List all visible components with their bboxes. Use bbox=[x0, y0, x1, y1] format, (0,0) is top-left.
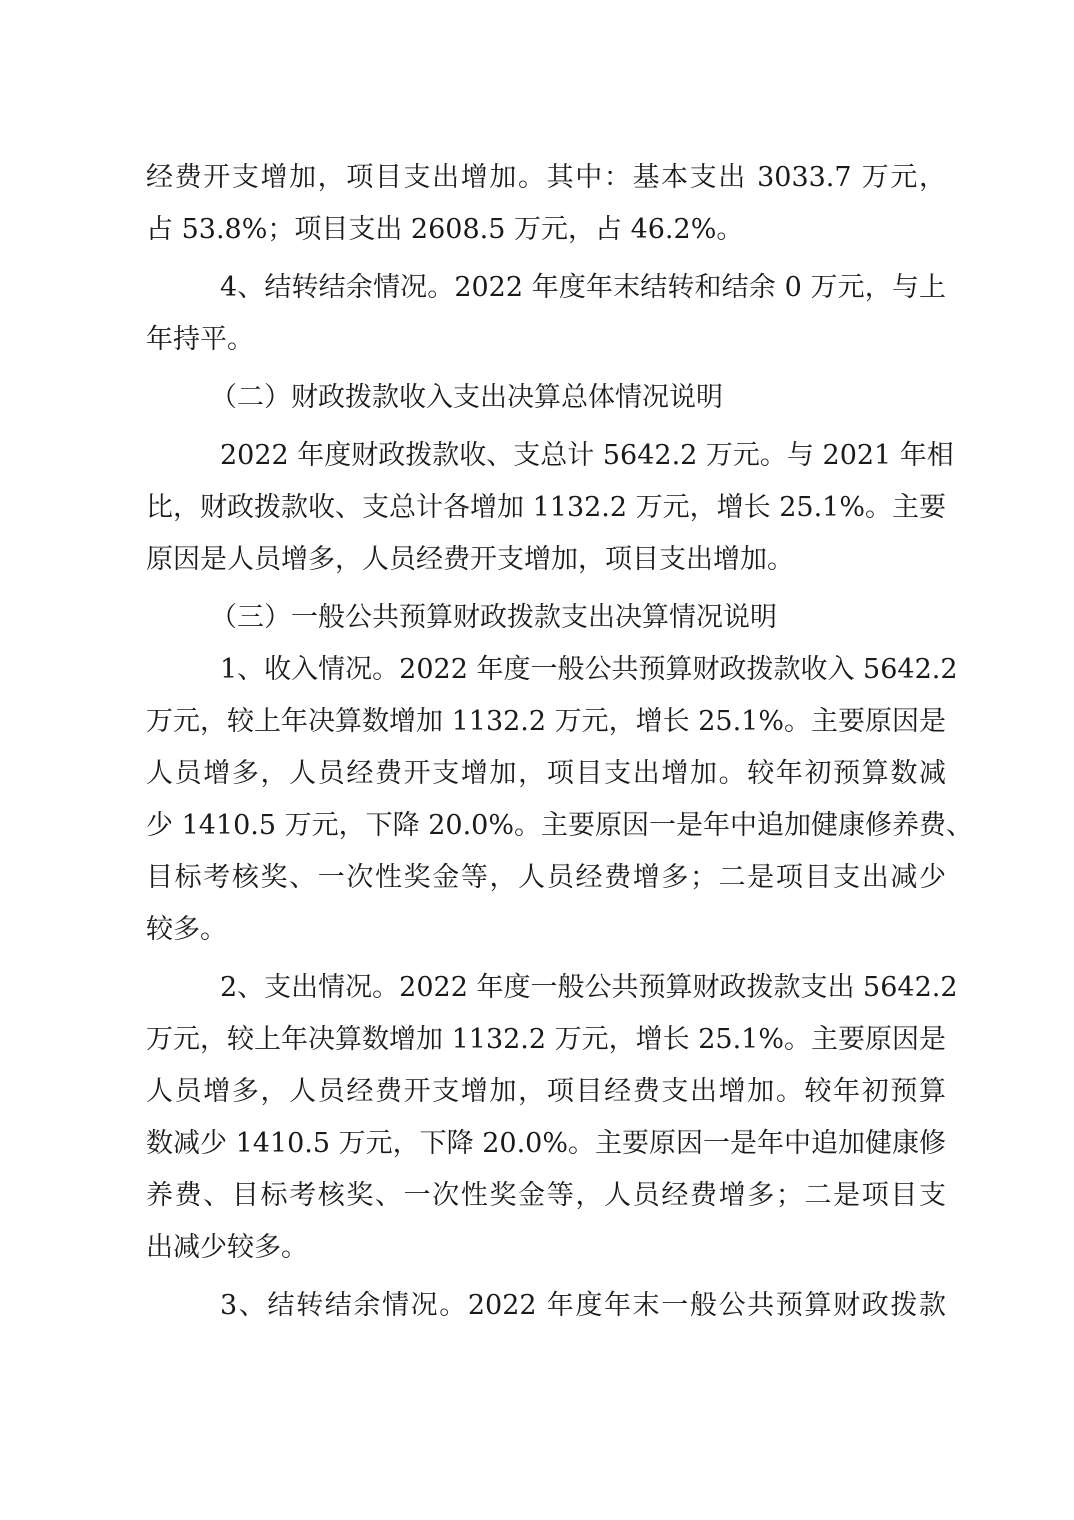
text-line: 人员增多，人员经费开支增加，项目经费支出增加。较年初预算 bbox=[146, 1076, 946, 1107]
text-line: 3、结转结余情况。2022 年度年末一般公共预算财政拨款 bbox=[220, 1290, 946, 1321]
text-line: 1、收入情况。2022 年度一般公共预算财政拨款收入 5642.2 bbox=[220, 654, 958, 685]
paragraph-carryover bbox=[146, 262, 946, 366]
document-page bbox=[146, 152, 973, 1332]
text-line: 占 53.8%；项目支出 2608.5 万元，占 46.2%。 bbox=[146, 214, 744, 245]
paragraph-income bbox=[146, 644, 973, 956]
text-line: 4、结转结余情况。2022 年度年末结转和结余 0 万元，与上 bbox=[220, 272, 946, 303]
paragraph-expenditure-summary bbox=[146, 152, 946, 256]
text-line: 数减少 1410.5 万元，下降 20.0%。主要原因一是年中追加健康修 bbox=[146, 1128, 946, 1159]
section-heading-3: （三）一般公共预算财政拨款支出决算情况说明 bbox=[210, 602, 777, 633]
paragraph-carryover-general bbox=[146, 1280, 946, 1332]
text-line: 人员增多，人员经费开支增加，项目支出增加。较年初预算数减 bbox=[146, 758, 946, 789]
text-line: 比，财政拨款收、支总计各增加 1132.2 万元，增长 25.1%。主要 bbox=[146, 492, 946, 523]
paragraph-expenditure bbox=[146, 962, 958, 1274]
text-line: 2022 年度财政拨款收、支总计 5642.2 万元。与 2021 年相 bbox=[220, 440, 954, 471]
text-line: 目标考核奖、一次性奖金等，人员经费增多；二是项目支出减少 bbox=[146, 862, 946, 893]
text-line: 养费、目标考核奖、一次性奖金等，人员经费增多；二是项目支 bbox=[146, 1180, 946, 1211]
text-line: 少 1410.5 万元，下降 20.0%。主要原因一是年中追加健康修养费、 bbox=[146, 810, 973, 841]
text-line: 较多。 bbox=[146, 914, 227, 945]
text-line: 万元，较上年决算数增加 1132.2 万元，增长 25.1%。主要原因是 bbox=[146, 706, 946, 737]
section-heading-2: （二）财政拨款收入支出决算总体情况说明 bbox=[210, 382, 723, 413]
text-line: 出减少较多。 bbox=[146, 1232, 308, 1263]
text-line: 经费开支增加，项目支出增加。其中：基本支出 3033.7 万元， bbox=[146, 162, 946, 193]
text-line: 2、支出情况。2022 年度一般公共预算财政拨款支出 5642.2 bbox=[220, 972, 958, 1003]
text-line: 万元，较上年决算数增加 1132.2 万元，增长 25.1%。主要原因是 bbox=[146, 1024, 946, 1055]
text-line: 年持平。 bbox=[146, 324, 254, 355]
paragraph-fiscal-total bbox=[146, 430, 954, 586]
text-line: 原因是人员增多，人员经费开支增加，项目支出增加。 bbox=[146, 544, 794, 575]
